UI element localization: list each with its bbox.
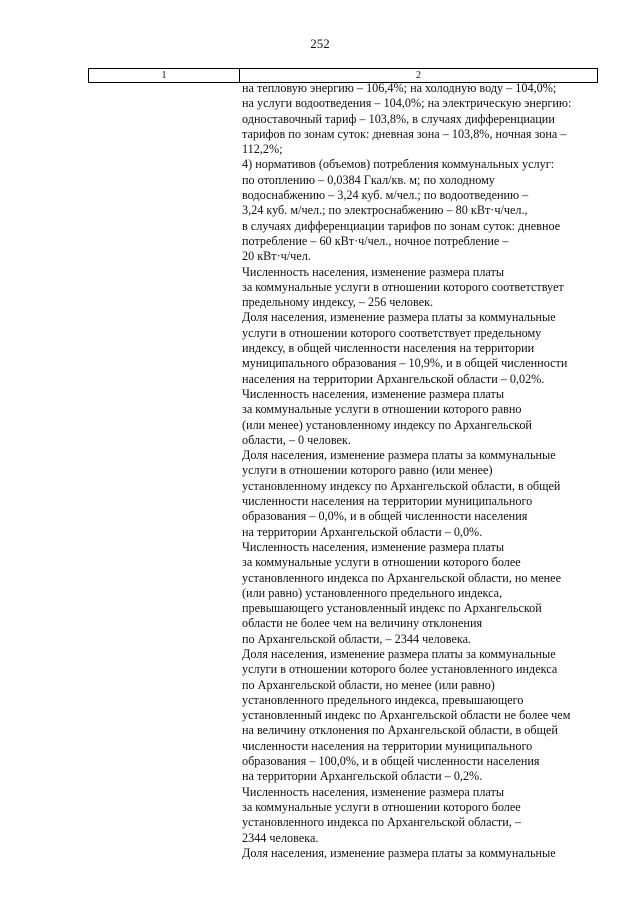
text-line: по Архангельской области, но менее (или равно): [242, 677, 495, 692]
page-number: 252: [310, 36, 330, 51]
text-line: населения на территории Архангельской области – 0,02%.: [242, 371, 545, 386]
text-line: 4) нормативов (объемов) потребления коммунальных услуг:: [242, 157, 555, 172]
text-line: Доля населения, изменение размера платы за коммунальные: [242, 845, 556, 860]
text-line: установленного индекса по Архангельской области, –: [242, 815, 521, 830]
text-line: Численность населения, изменение размера платы: [242, 539, 505, 554]
text-line: в случаях дифференциации тарифов по зонам суток: дневное: [242, 218, 561, 233]
text-line: Численность населения, изменение размера платы: [242, 784, 505, 799]
text-line: потребление – 60 кВт·ч/чел., ночное потребление –: [242, 233, 509, 248]
text-line: (или равно) установленного предельного индекса,: [242, 585, 503, 600]
text-line: (или менее) установленному индексу по Архангельской: [242, 417, 532, 432]
body-text: [242, 81, 592, 861]
text-line: тарифов по зонам суток: дневная зона – 103,8%, ночная зона –: [242, 126, 567, 141]
text-line: области, – 0 человек.: [242, 432, 351, 447]
text-line: 20 кВт·ч/чел.: [242, 249, 311, 264]
text-line: за коммунальные услуги в отношении которого соответствует: [242, 279, 564, 294]
text-line: образования – 0,0%, и в общей численности населения: [242, 509, 528, 524]
text-line: численности населения на территории муниципального: [242, 494, 533, 509]
text-line: 2344 человека.: [242, 830, 319, 845]
text-line: 112,2%;: [242, 142, 283, 157]
text-line: муниципального образования – 10,9%, и в общей численности: [242, 356, 568, 371]
text-line: установленному индексу по Архангельской области, в общей: [242, 478, 561, 493]
text-line: установленного индекса по Архангельской области, но менее: [242, 570, 561, 585]
text-line: за коммунальные услуги в отношении которого более: [242, 799, 521, 814]
text-line: 3,24 куб. м/чел.; по электроснабжению – 80 кВт·ч/чел.,: [242, 203, 528, 218]
text-line: Доля населения, изменение размера платы за коммунальные: [242, 310, 556, 325]
text-line: водоснабжению – 3,24 куб. м/чел.; по водоотведению –: [242, 188, 529, 203]
table-header-col2: 2: [416, 70, 421, 81]
text-line: услуги в отношении которого равно (или менее): [242, 463, 493, 478]
text-line: Доля населения, изменение размера платы за коммунальные: [242, 646, 556, 661]
text-line: установленного предельного индекса, превышающего: [242, 692, 524, 707]
text-line: Доля населения, изменение размера платы за коммунальные: [242, 448, 556, 463]
text-line: на территории Архангельской области – 0,2%.: [242, 769, 483, 784]
text-line: за коммунальные услуги в отношении которого более: [242, 555, 521, 570]
text-line: индексу, в общей численности населения на территории: [242, 341, 535, 356]
text-line: услуги в отношении которого более установленного индекса: [242, 662, 558, 677]
text-line: области не более чем на величину отклонения: [242, 616, 483, 631]
text-line: на тепловую энергию – 106,4%; на холодную воду – 104,0%;: [242, 81, 557, 95]
text-line: установленный индекс по Архангельской области не более чем: [242, 708, 571, 723]
text-line: по отоплению – 0,0384 Гкал/кв. м; по холодному: [242, 172, 495, 187]
text-line: превышающего установленный индекс по Архангельской: [242, 601, 542, 616]
text-line: на территории Архангельской области – 0,0%.: [242, 524, 483, 539]
text-line: Численность населения, изменение размера платы: [242, 264, 505, 279]
text-line: на величину отклонения по Архангельской области, в общей: [242, 723, 558, 738]
text-line: за коммунальные услуги в отношении которого равно: [242, 402, 522, 417]
text-line: одноставочный тариф – 103,8%, в случаях дифференциации: [242, 111, 555, 126]
table-header-col1: 1: [89, 69, 240, 82]
text-line: Численность населения, изменение размера платы: [242, 386, 505, 401]
text-line: услуги в отношении которого соответствует предельному: [242, 325, 542, 340]
text-line: по Архангельской области, – 2344 человека.: [242, 631, 472, 646]
text-line: численности населения на территории муниципального: [242, 738, 533, 753]
text-line: предельному индексу, – 256 человек.: [242, 295, 434, 310]
text-line: на услуги водоотведения – 104,0%; на электрическую энергию:: [242, 96, 572, 111]
text-line: образования – 100,0%, и в общей численности населения: [242, 754, 540, 769]
